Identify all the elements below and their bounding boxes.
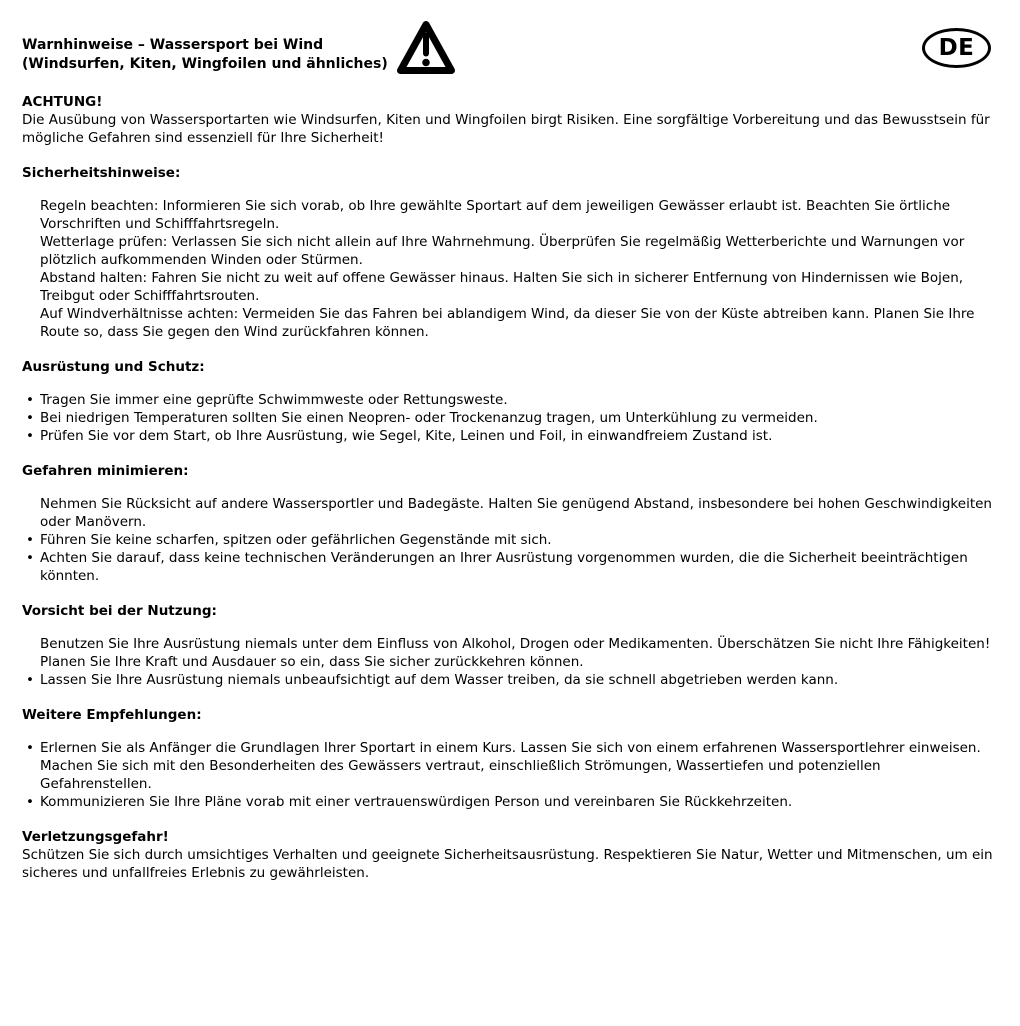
section-heading: Verletzungsgefahr! bbox=[22, 829, 169, 845]
bullet-icon: • bbox=[26, 392, 34, 408]
list-item-text: Nehmen Sie Rücksicht auf andere Wassersportler und Badegäste. Halten Sie genügend Abstand, insbesondere bei hohen Geschwindigkeiten oder Manövern. bbox=[40, 496, 992, 530]
section bbox=[22, 93, 995, 147]
section-heading: Vorsicht bei der Nutzung: bbox=[22, 603, 217, 619]
list-item bbox=[22, 635, 995, 671]
page-title bbox=[22, 36, 388, 73]
section-list bbox=[22, 635, 995, 689]
section bbox=[22, 828, 995, 882]
list-item bbox=[22, 233, 995, 269]
list-item bbox=[22, 409, 995, 427]
section-list bbox=[22, 495, 995, 585]
page-title-line-2: (Windsurfen, Kiten, Wingfoilen und ähnliches) bbox=[22, 55, 388, 72]
section-list bbox=[22, 391, 995, 445]
list-item bbox=[22, 495, 995, 531]
bullet-icon: • bbox=[26, 550, 34, 566]
bullet-icon: • bbox=[26, 532, 34, 548]
list-item-text: Prüfen Sie vor dem Start, ob Ihre Ausrüstung, wie Segel, Kite, Leinen und Foil, in einwandfreiem Zustand ist. bbox=[40, 428, 773, 444]
warning-triangle-icon bbox=[395, 19, 457, 77]
list-item bbox=[22, 531, 995, 549]
list-item bbox=[22, 757, 995, 793]
list-item bbox=[22, 305, 995, 341]
list-item bbox=[22, 549, 995, 585]
section bbox=[22, 164, 995, 341]
bullet-icon: • bbox=[26, 672, 34, 688]
section bbox=[22, 706, 995, 811]
list-item-text: Achten Sie darauf, dass keine technischen Veränderungen an Ihrer Ausrüstung vorgenommen wurden, die die Sicherheit beeinträchtigen könnten. bbox=[40, 550, 968, 584]
section-heading: Weitere Empfehlungen: bbox=[22, 707, 202, 723]
page-title-line-1: Warnhinweise – Wassersport bei Wind bbox=[22, 37, 324, 53]
language-badge-label: DE bbox=[938, 35, 975, 61]
list-item bbox=[22, 793, 995, 811]
list-item bbox=[22, 739, 995, 757]
content-sections bbox=[22, 93, 995, 882]
section bbox=[22, 462, 995, 585]
section-heading: ACHTUNG! bbox=[22, 94, 103, 110]
list-item-text: Tragen Sie immer eine geprüfte Schwimmweste oder Rettungsweste. bbox=[40, 392, 508, 408]
list-item bbox=[22, 671, 995, 689]
list-item bbox=[22, 391, 995, 409]
section-list bbox=[22, 197, 995, 341]
list-item-text: Führen Sie keine scharfen, spitzen oder gefährlichen Gegenstände mit sich. bbox=[40, 532, 552, 548]
section-heading: Sicherheitshinweise: bbox=[22, 165, 181, 181]
bullet-icon: • bbox=[26, 428, 34, 444]
bullet-icon: • bbox=[26, 740, 34, 756]
list-item bbox=[22, 427, 995, 445]
list-item-text: Benutzen Sie Ihre Ausrüstung niemals unter dem Einfluss von Alkohol, Drogen oder Medikamenten. Überschätzen Sie nicht Ihre Fähigkeiten! Planen Sie Ihre Kraft und Ausdauer so ein, dass Sie sicher zurückkehren können. bbox=[40, 636, 991, 670]
list-item-text: Erlernen Sie als Anfänger die Grundlagen Ihrer Sportart in einem Kurs. Lassen Sie sich von einem erfahrenen Wassersportlehrer einweisen. bbox=[40, 740, 981, 756]
list-item-text: Regeln beachten: Informieren Sie sich vorab, ob Ihre gewählte Sportart auf dem jeweiligen Gewässer erlaubt ist. Beachten Sie örtliche Vorschriften und Schifffahrtsregeln. bbox=[40, 198, 951, 232]
section bbox=[22, 358, 995, 445]
list-item-text: Wetterlage prüfen: Verlassen Sie sich nicht allein auf Ihre Wahrnehmung. Überprüfen Sie regelmäßig Wetterberichte und Warnungen vor plötzlich aufkommenden Winden oder Stürmen. bbox=[40, 234, 965, 268]
list-item bbox=[22, 269, 995, 305]
list-item bbox=[22, 197, 995, 233]
bullet-icon: • bbox=[26, 794, 34, 810]
section-paragraph: Die Ausübung von Wassersportarten wie Windsurfen, Kiten und Wingfoilen birgt Risiken. Eine sorgfältige Vorbereitung und das Bewusstsein für mögliche Gefahren sind essenziell für Ihre Sicherheit! bbox=[22, 112, 990, 146]
document-header bbox=[22, 36, 995, 77]
list-item-text: Machen Sie sich mit den Besonderheiten des Gewässers vertraut, einschließlich Strömungen, Wassertiefen und potenziellen Gefahrenstellen. bbox=[40, 758, 881, 792]
section-paragraph: Schützen Sie sich durch umsichtiges Verhalten und geeignete Sicherheitsausrüstung. Respektieren Sie Natur, Wetter und Mitmenschen, um ein sicheres und unfallfreies Erlebnis zu gewährleisten. bbox=[22, 847, 993, 881]
list-item-text: Auf Windverhältnisse achten: Vermeiden Sie das Fahren bei ablandigem Wind, da dieser Sie von der Küste abtreiben kann. Planen Sie Ihre Route so, dass Sie gegen den Wind zurückfahren können. bbox=[40, 306, 975, 340]
list-item-text: Kommunizieren Sie Ihre Pläne vorab mit einer vertrauenswürdigen Person und vereinbaren Sie Rückkehrzeiten. bbox=[40, 794, 793, 810]
language-badge bbox=[922, 28, 991, 68]
list-item-text: Abstand halten: Fahren Sie nicht zu weit auf offene Gewässer hinaus. Halten Sie sich in sicherer Entfernung von Hindernissen wie Bojen, Treibgut oder Schifffahrtsrouten. bbox=[40, 270, 964, 304]
list-item-text: Lassen Sie Ihre Ausrüstung niemals unbeaufsichtigt auf dem Wasser treiben, da sie schnell abgetrieben werden kann. bbox=[40, 672, 839, 688]
section-list bbox=[22, 739, 995, 811]
section bbox=[22, 602, 995, 689]
section-heading: Gefahren minimieren: bbox=[22, 463, 189, 479]
bullet-icon: • bbox=[26, 410, 34, 426]
list-item-text: Bei niedrigen Temperaturen sollten Sie einen Neopren- oder Trockenanzug tragen, um Unterkühlung zu vermeiden. bbox=[40, 410, 818, 426]
section-heading: Ausrüstung und Schutz: bbox=[22, 359, 205, 375]
